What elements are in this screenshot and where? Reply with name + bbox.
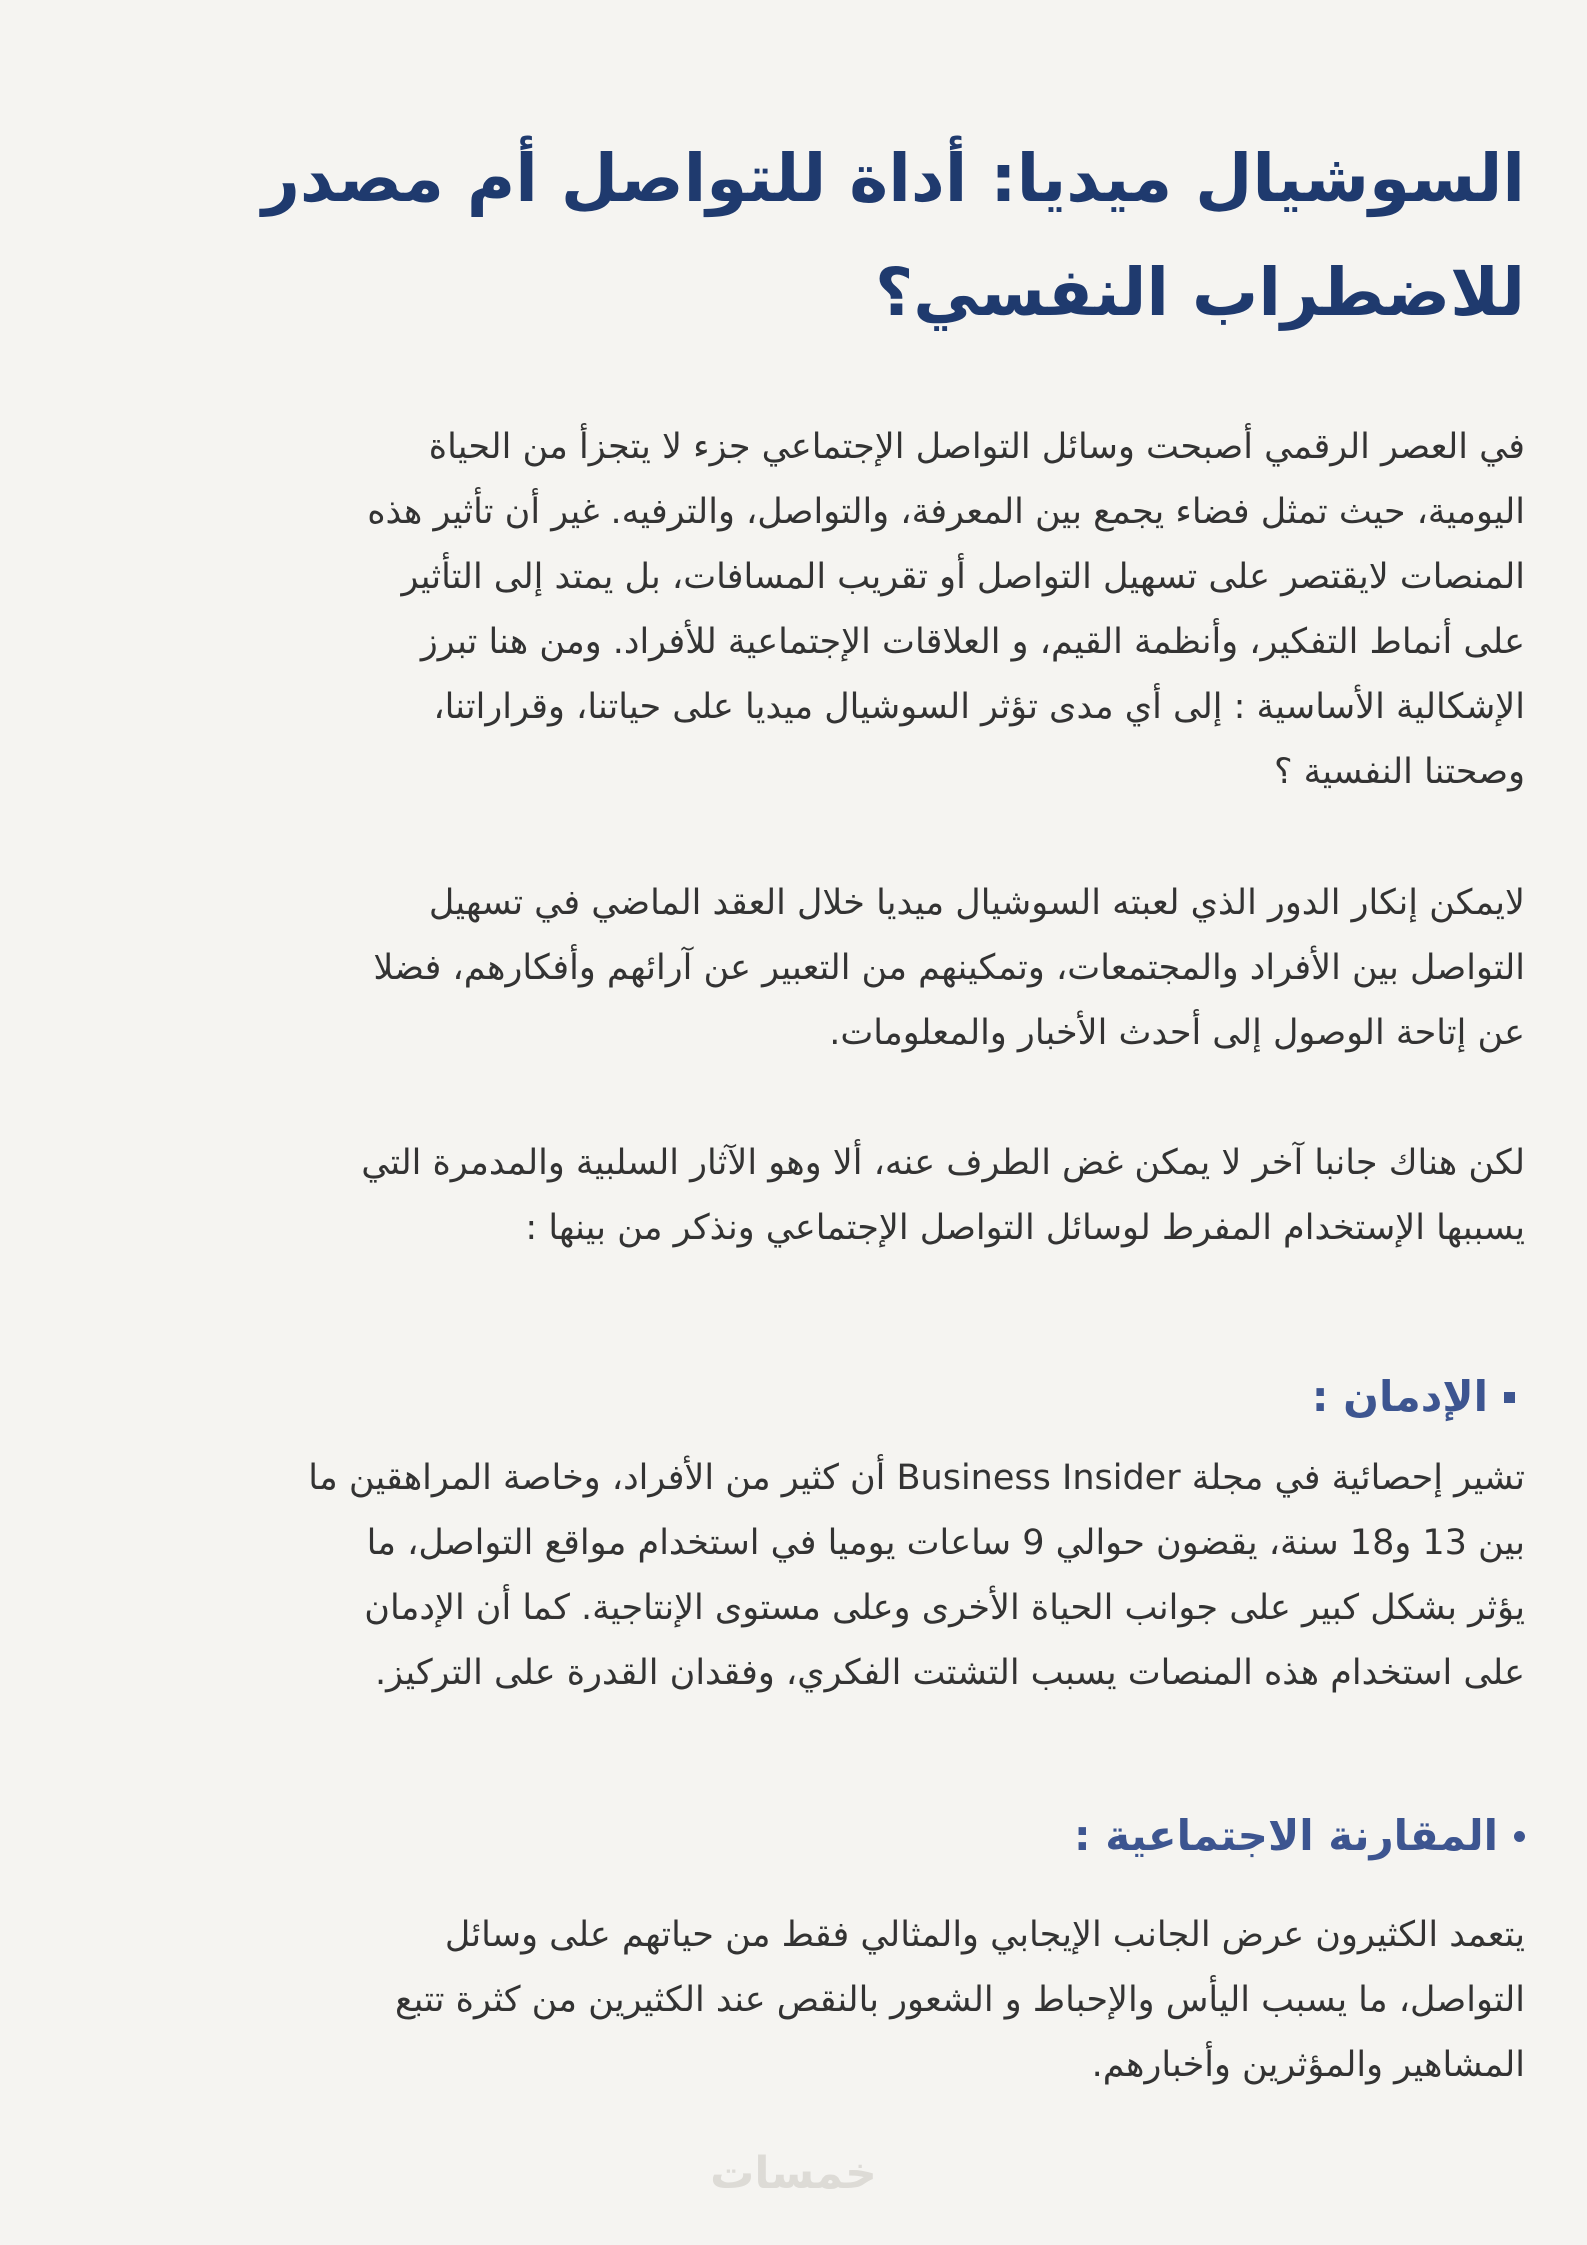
intro-paragraph: في العصر الرقمي أصبحت وسائل التواصل الإجتماعي جزء لا يتجزأ من الحياة اليومية، حيث تمثل فضاء يجمع بين المعرفة، والتواصل، والترفيه. غير أن تأثير هذه المنصات لايقتصر على تسهيل التواصل أو تقريب المسافات، بل يمتد إلى التأثير على أنماط التفكير، وأنظمة القيم، و العلاقات الإجتماعية للأفراد. ومن هنا تبرز الإشكالية الأساسية : إلى أي مدى تؤثر السوشيال ميديا على حياتنا، وقراراتنا، وصحتنا النفسية ؟ xyxy=(367,427,1525,792)
section-heading-label: المقارنة الاجتماعية : xyxy=(1073,1811,1498,1860)
article-title: السوشيال ميديا: أداة للتواصل أم مصدر للاضطراب النفسي؟ xyxy=(261,140,1525,331)
khamsat-logo: خمسات xyxy=(710,2148,877,2199)
round-bullet-icon xyxy=(1514,1831,1525,1842)
section-heading-social-comparison xyxy=(1074,1806,1525,1866)
section-heading-addiction xyxy=(1312,1367,1515,1427)
body-paragraph: لايمكن إنكار الدور الذي لعبته السوشيال ميديا خلال العقد الماضي في تسهيل التواصل بين الأفراد والمجتمعات، وتمكينهم من التعبير عن آرائهم وأفكارهم، فضلا عن إتاحة الوصول إلى أحدث الأخبار والمعلومات. xyxy=(373,883,1525,1053)
section-body-addiction: تشير إحصائية في مجلة Business Insider أن كثير من الأفراد، وخاصة المراهقين ما بين 13 و18 سنة، يقضون حوالي 9 ساعات يوميا في استخدام مواقع التواصل، ما يؤثر بشكل كبير على جوانب الحياة الأخرى وعلى مستوى الإنتاجية. كما أن الإدمان على استخدام هذه المنصات يسبب التشتت الفكري، وفقدان القدرة على التركيز. xyxy=(308,1458,1525,1693)
section-body-social-comparison: يتعمد الكثيرون عرض الجانب الإيجابي والمثالي فقط من حياتهم على وسائل التواصل، ما يسبب اليأس والإحباط و الشعور بالنقص عند الكثيرين من كثرة تتبع المشاهير والمؤثرين وأخبارهم. xyxy=(395,1915,1525,2085)
section-heading-label: الإدمان : xyxy=(1311,1372,1488,1421)
body-paragraph: لكن هناك جانبا آخر لا يمكن غض الطرف عنه، ألا وهو الآثار السلبية والمدمرة التي يسببها الإستخدام المفرط لوسائل التواصل الإجتماعي ونذكر من بينها : xyxy=(361,1143,1525,1248)
square-bullet-icon xyxy=(1504,1392,1515,1403)
